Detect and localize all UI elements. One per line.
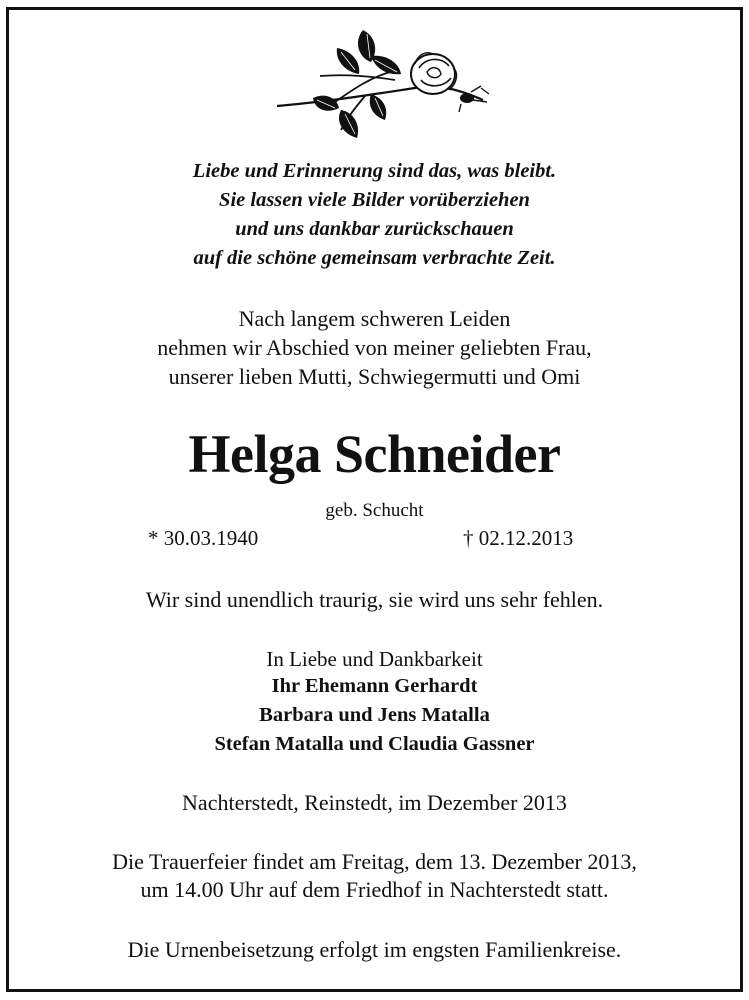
funeral-info xyxy=(0,848,749,904)
funeral-line: um 14.00 Uhr auf dem Friedhof in Nachterstedt statt. xyxy=(140,877,609,902)
poem-line: auf die schöne gemeinsam verbrachte Zeit. xyxy=(193,247,556,269)
death-date: † 02.12.2013 xyxy=(463,526,574,550)
signoff-text: In Liebe und Dankbarkeit xyxy=(266,647,483,671)
poem-verse xyxy=(0,157,749,273)
birth-date: * 30.03.1940 xyxy=(148,526,259,550)
intro-text xyxy=(0,304,749,391)
urn-burial-text: Die Urnenbeisetzung erfolgt im engsten Familienkreise. xyxy=(127,937,622,962)
maiden-name: geb. Schucht xyxy=(325,500,424,521)
funeral-line: Die Trauerfeier findet am Freitag, dem 13. Dezember 2013, xyxy=(112,849,637,874)
intro-line: Nach langem schweren Leiden xyxy=(238,306,511,331)
poem-line: Sie lassen viele Bilder vorüberziehen xyxy=(219,189,530,211)
poem-line: Liebe und Erinnerung sind das, was bleibt. xyxy=(192,160,557,182)
intro-line: nehmen wir Abschied von meiner geliebten Frau, xyxy=(157,335,592,360)
mourner-name: Barbara und Jens Matalla xyxy=(259,704,490,726)
sorrow-text: Wir sind unendlich traurig, sie wird uns sehr fehlen. xyxy=(145,587,604,612)
deceased-name: Helga Schneider xyxy=(188,424,561,484)
poem-line: und uns dankbar zurückschauen xyxy=(235,218,514,240)
place-date: Nachterstedt, Reinstedt, im Dezember 2013 xyxy=(182,790,567,815)
mourner-name: Stefan Matalla und Claudia Gassner xyxy=(214,733,535,755)
intro-line: unserer lieben Mutti, Schwiegermutti und Omi xyxy=(168,364,581,389)
rose-icon xyxy=(275,28,497,146)
mourners-list xyxy=(0,672,749,759)
mourner-name: Ihr Ehemann Gerhardt xyxy=(271,675,478,697)
